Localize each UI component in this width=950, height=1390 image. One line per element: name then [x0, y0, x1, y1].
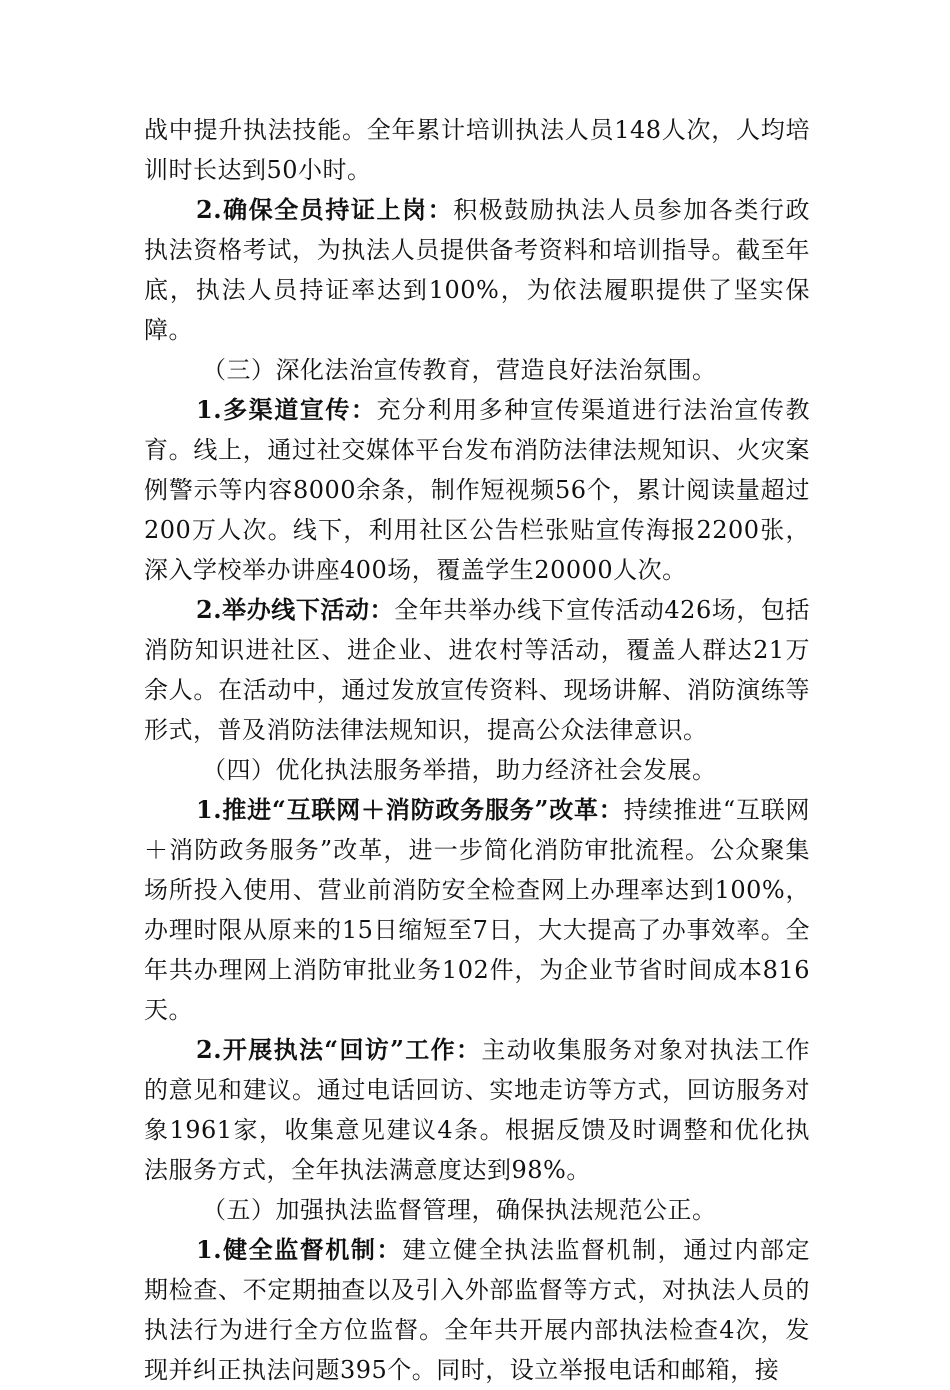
paragraph-lead: 1.健全监督机制： [196, 1235, 403, 1264]
paragraph-supervision-mechanism [144, 1230, 810, 1390]
paragraph-internet-reform [144, 790, 810, 1030]
section-heading-5: （五）加强执法监督管理，确保执法规范公正。 [202, 1196, 717, 1224]
paragraph-text: 建立健全执法监督机制，通过内部定期检查、不定期抽查以及引入外部监督等方式，对执法人员的执法行为进行全方位监督。全年共开展内部执法检查4次，发现并纠正执法问题395个。同时，设立举报电话和邮箱，接 [144, 1236, 810, 1384]
paragraph-text: 全年共举办线下宣传活动426场，包括消防知识进社区、进企业、进农村等活动，覆盖人群达21万余人。在活动中，通过发放宣传资料、现场讲解、消防演练等形式，普及消防法律法规知识，提高公众法律意识。 [144, 596, 810, 744]
paragraph-lead: 1.多渠道宣传： [196, 395, 377, 424]
paragraph-follow-up-visits [144, 1030, 810, 1190]
paragraph-text: 充分利用多种宣传渠道进行法治宣传教育。线上，通过社交媒体平台发布消防法律法规知识、火灾案例警示等内容8000余条，制作短视频56个，累计阅读量超过200万人次。线下，利用社区公告栏张贴宣传海报2200张，深入学校举办讲座400场，覆盖学生20000人次。 [144, 396, 810, 584]
paragraph-text: 战中提升执法技能。全年累计培训执法人员148人次，人均培训时长达到50小时。 [144, 116, 810, 184]
paragraph-text: 持续推进“互联网＋消防政务服务”改革，进一步简化消防审批流程。公众聚集场所投入使用、营业前消防安全检查网上办理率达到100%，办理时限从原来的15日缩短至7日，大大提高了办事效率。全年共办理网上消防审批业务102件，为企业节省时间成本816天。 [144, 796, 810, 1024]
paragraph-offline-activities [144, 590, 810, 750]
paragraph-multichannel-publicity [144, 390, 810, 590]
section-heading-4: （四）优化执法服务举措，助力经济社会发展。 [202, 756, 717, 784]
paragraph-text: 主动收集服务对象对执法工作的意见和建议。通过电话回访、实地走访等方式，回访服务对象1961家，收集意见建议4条。根据反馈及时调整和优化执法服务方式，全年执法满意度达到98%。 [144, 1036, 810, 1184]
paragraph-lead: 2.举办线下活动： [196, 595, 395, 624]
paragraph-lead: 2.确保全员持证上岗： [196, 195, 454, 224]
paragraph-lead: 2.开展执法“回访”工作： [196, 1035, 482, 1064]
paragraph-lead: 1.推进“互联网＋消防政务服务”改革： [196, 795, 624, 824]
section-heading-3: （三）深化法治宣传教育，营造良好法治氛围。 [202, 356, 717, 384]
paragraph-training-continued [144, 110, 810, 190]
document-page [144, 110, 810, 1390]
paragraph-certification [144, 190, 810, 350]
paragraph-text: 积极鼓励执法人员参加各类行政执法资格考试，为执法人员提供备考资料和培训指导。截至年底，执法人员持证率达到100%，为依法履职提供了坚实保障。 [144, 196, 810, 344]
